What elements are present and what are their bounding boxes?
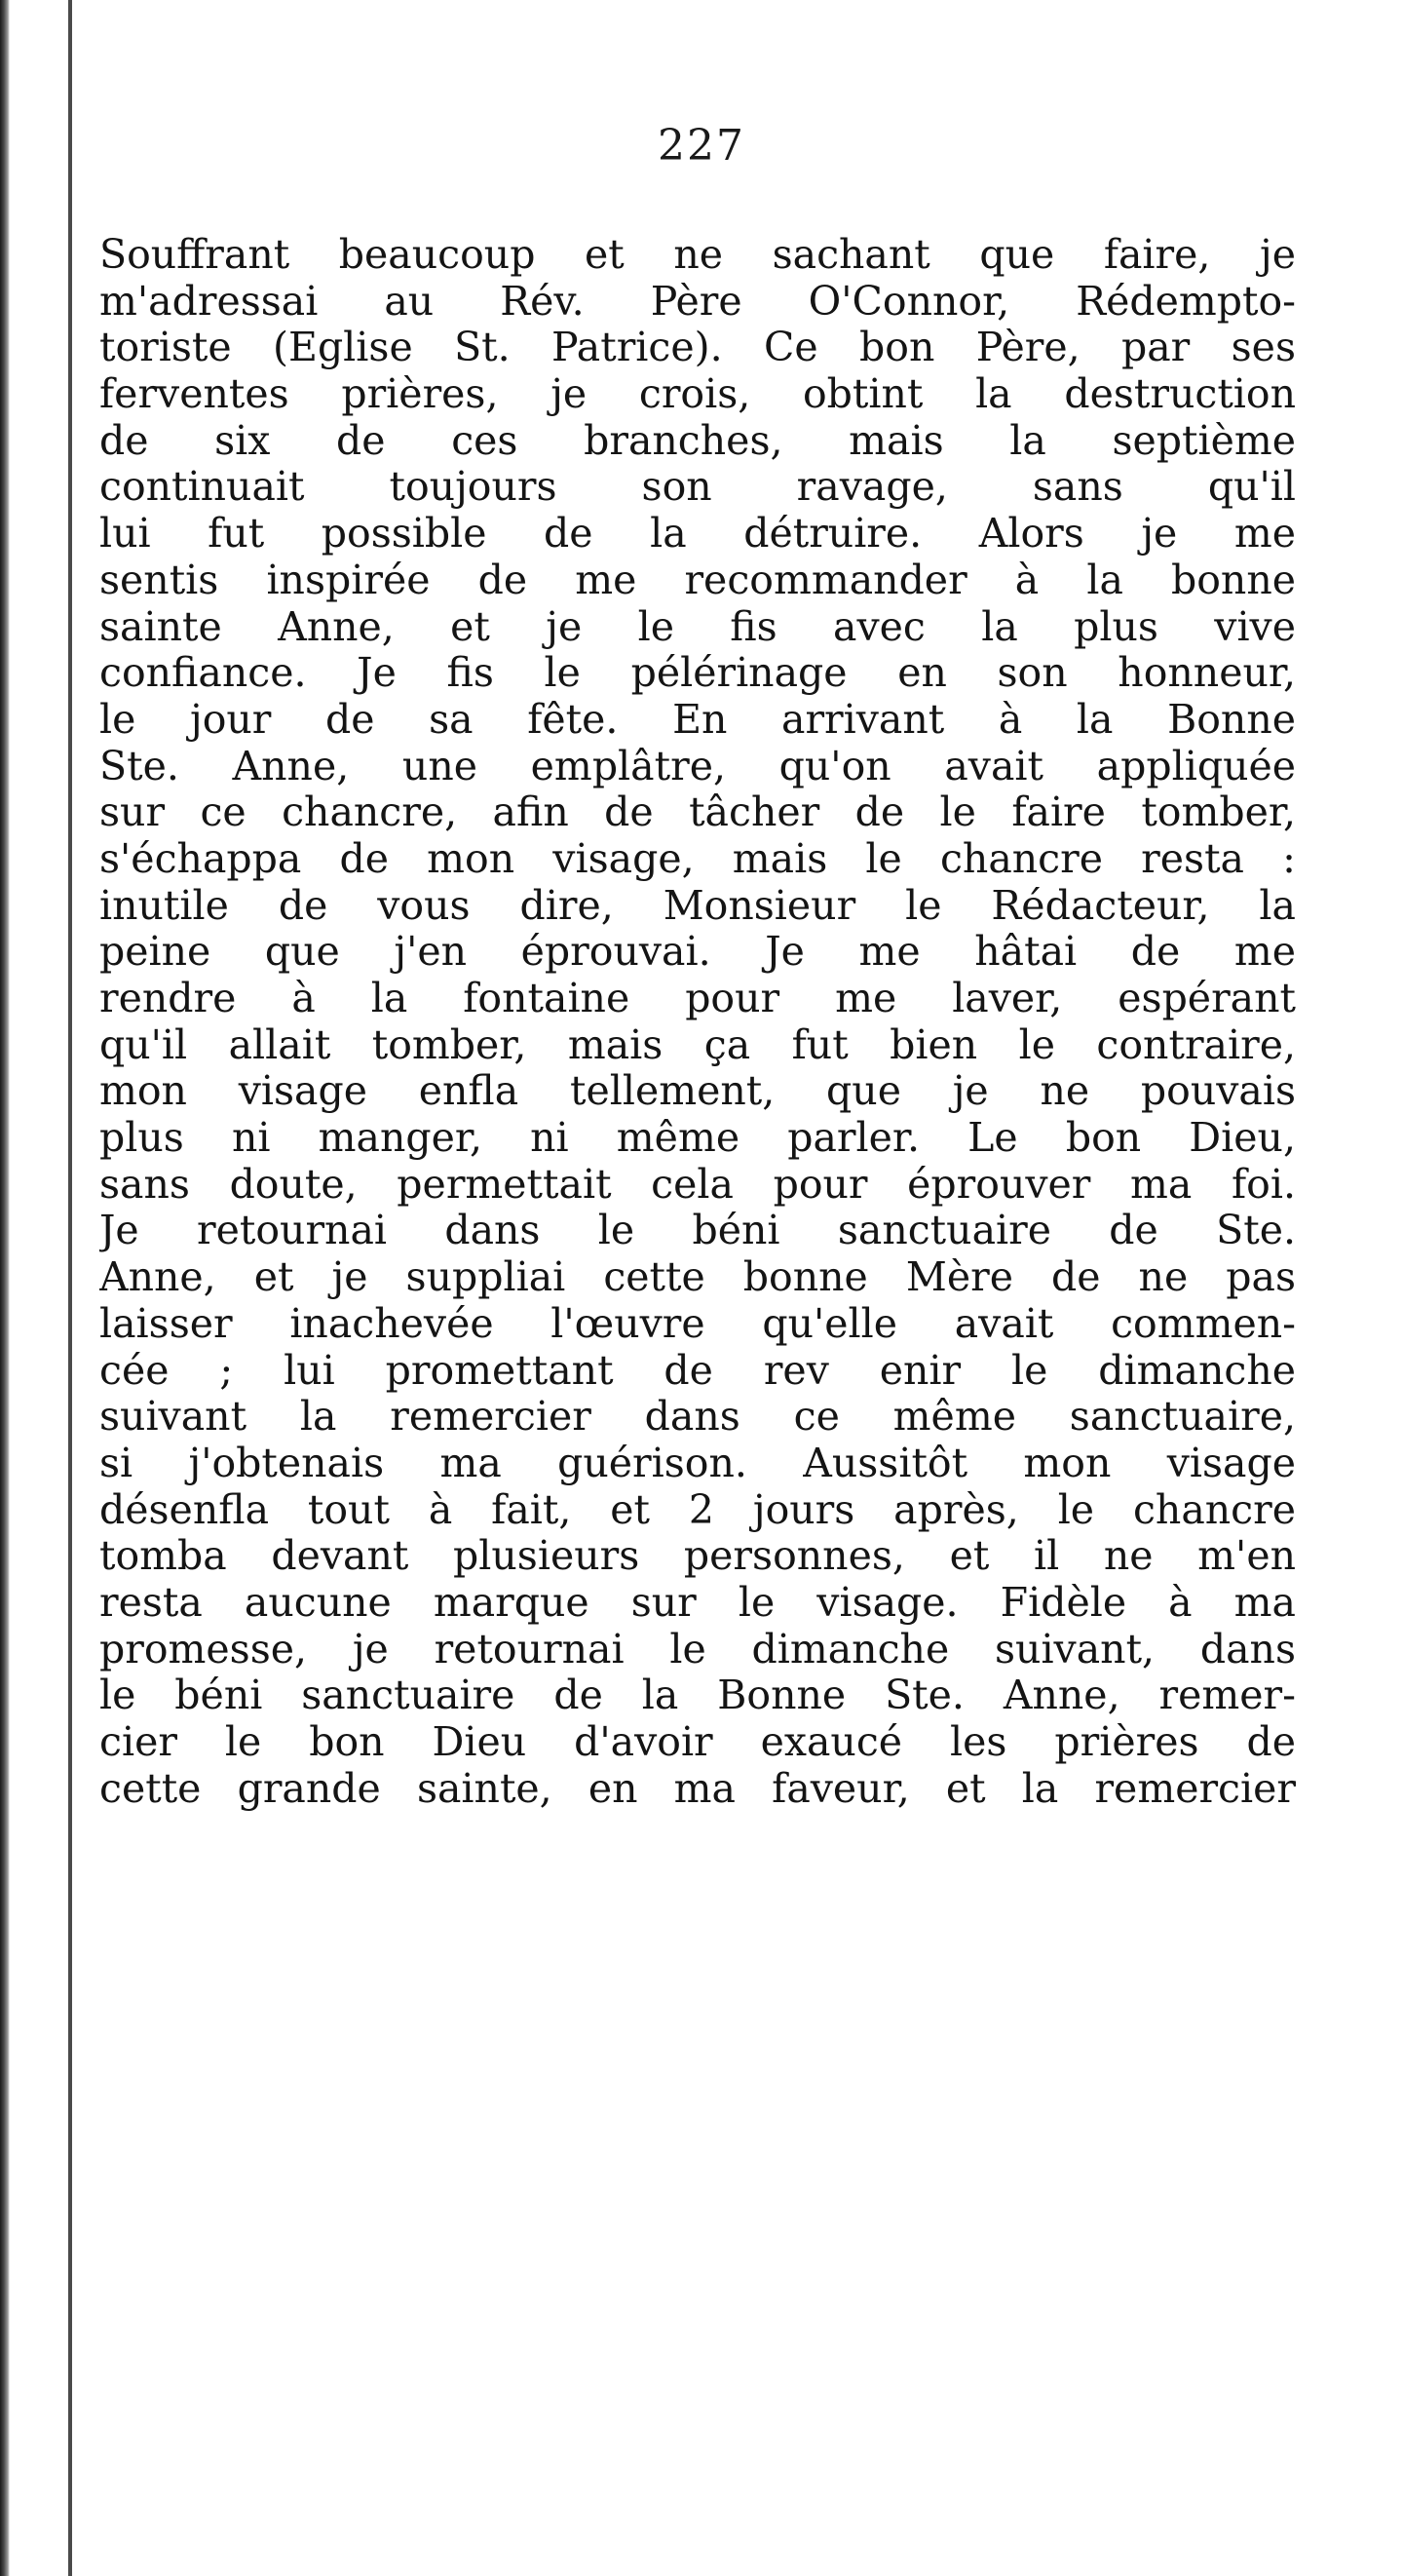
text-line: m'adressai au Rév. Père O'Connor, Rédempto- — [99, 278, 1296, 325]
text-line: laisser inachevée l'œuvre qu'elle avait commen- — [99, 1300, 1296, 1347]
text-line: cette grande sainte, en ma faveur, et la remercier — [99, 1765, 1296, 1812]
text-line: qu'il allait tomber, mais ça fut bien le contraire, — [99, 1021, 1296, 1068]
text-line: cier le bon Dieu d'avoir exaucé les prières de — [99, 1719, 1296, 1765]
text-line: sentis inspirée de me recommander à la bonne — [99, 557, 1296, 603]
text-line: si j'obtenais ma guérison. Aussitôt mon visage — [99, 1440, 1296, 1486]
text-line: le jour de sa fête. En arrivant à la Bonne — [99, 696, 1296, 743]
text-line: continuait toujours son ravage, sans qu'il — [99, 464, 1296, 511]
text-line: sur ce chancre, afin de tâcher de le faire tomber, — [99, 789, 1296, 836]
text-line: toriste (Eglise St. Patrice). Ce bon Père, par ses — [99, 325, 1296, 371]
text-line: ferventes prières, je crois, obtint la destruction — [99, 371, 1296, 418]
text-line: confiance. Je fis le pélérinage en son honneur, — [99, 650, 1296, 697]
text-line: sainte Anne, et je le fis avec la plus vive — [99, 603, 1296, 650]
page-number: 227 — [658, 121, 745, 171]
text-line: cée ; lui promettant de rev enir le dimanche — [99, 1347, 1296, 1394]
text-line: inutile de vous dire, Monsieur le Rédacteur, la — [99, 882, 1296, 929]
text-line: de six de ces branches, mais la septième — [99, 417, 1296, 464]
body-text — [99, 232, 1296, 1812]
text-line: peine que j'en éprouvai. Je me hâtai de me — [99, 929, 1296, 976]
text-line: Anne, et je suppliai cette bonne Mère de ne pas — [99, 1254, 1296, 1301]
page-margin-line — [68, 0, 72, 2576]
text-line: Souffrant beaucoup et ne sachant que faire, je — [99, 232, 1296, 278]
text-line: Je retournai dans le béni sanctuaire de Ste. — [99, 1208, 1296, 1254]
text-line: resta aucune marque sur le visage. Fidèle à ma — [99, 1579, 1296, 1626]
text-line: tomba devant plusieurs personnes, et il ne m'en — [99, 1533, 1296, 1580]
text-line: Ste. Anne, une emplâtre, qu'on avait appliquée — [99, 743, 1296, 789]
text-line: rendre à la fontaine pour me laver, espérant — [99, 976, 1296, 1021]
text-line: suivant la remercier dans ce même sanctuaire, — [99, 1394, 1296, 1441]
text-line: promesse, je retournai le dimanche suivant, dans — [99, 1626, 1296, 1672]
text-line: lui fut possible de la détruire. Alors je me — [99, 511, 1296, 557]
page-binding-edge — [0, 0, 10, 2576]
text-line: s'échappa de mon visage, mais le chancre resta : — [99, 835, 1296, 882]
text-line: désenfla tout à fait, et 2 jours après, le chancre — [99, 1486, 1296, 1533]
text-line: mon visage enfla tellement, que je ne pouvais — [99, 1068, 1296, 1115]
text-line: le béni sanctuaire de la Bonne Ste. Anne, remer- — [99, 1672, 1296, 1719]
text-line: sans doute, permettait cela pour éprouver ma foi. — [99, 1161, 1296, 1208]
text-line: plus ni manger, ni même parler. Le bon Dieu, — [99, 1115, 1296, 1162]
